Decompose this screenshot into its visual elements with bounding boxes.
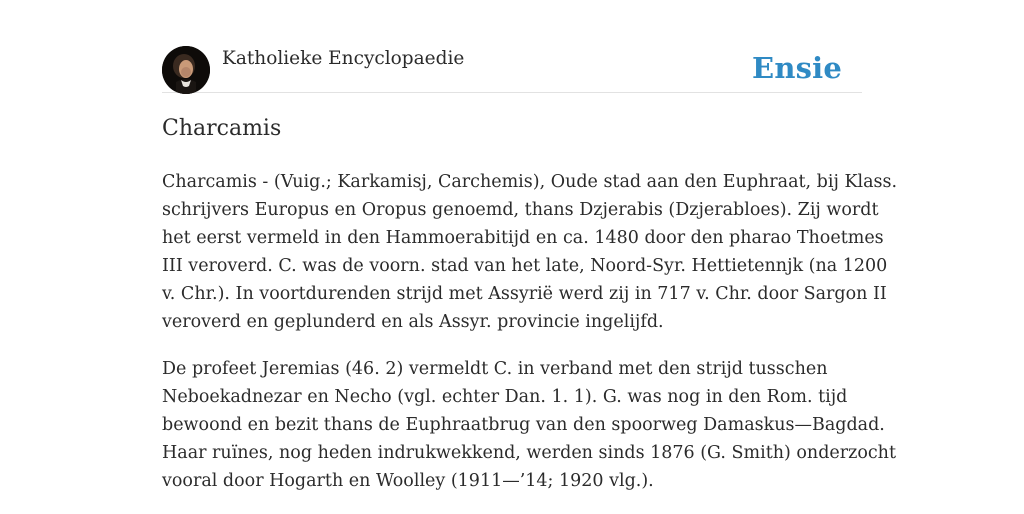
text-line: Neboekadnezar en Necho (vgl. echter Dan. 1. 1). G. was nog in den Rom. tijd xyxy=(162,387,848,407)
text-line: schrijvers Europus en Oropus genoemd, thans Dzjerabis (Dzjerabloes). Zij wordt xyxy=(162,200,879,220)
text-line: Charcamis - (Vuig.; Karkamisj, Carchemis), Oude stad aan den Euphraat, bij Klass. xyxy=(162,172,898,192)
source-name[interactable]: Katholieke Encyclopaedie xyxy=(222,48,465,69)
paragraph xyxy=(162,355,896,495)
text-line: veroverd en geplunderd en als Assyr. provincie ingelijfd. xyxy=(162,312,664,332)
text-line: De profeet Jeremias (46. 2) vermeldt C. in verband met den strijd tusschen xyxy=(162,359,828,379)
text-line: bewoond en bezit thans de Euphraatbrug van den spoorweg Damaskus—Bagdad. xyxy=(162,415,885,435)
article-title: Charcamis xyxy=(162,116,282,141)
text-line: Haar ruïnes, nog heden indrukwekkend, werden sinds 1876 (G. Smith) onderzocht xyxy=(162,443,896,463)
portrait-icon xyxy=(162,46,210,94)
text-line: het eerst vermeld in den Hammoerabitijd en ca. 1480 door den pharao Thoetmes xyxy=(162,228,884,248)
article-body xyxy=(162,168,898,514)
text-line: III veroverd. C. was de voorn. stad van het late, Noord-Syr. Hettietennjk (na 1200 xyxy=(162,256,888,276)
text-line: v. Chr.). In voortdurenden strijd met Assyrië werd zij in 717 v. Chr. door Sargon II xyxy=(162,284,887,304)
site-header xyxy=(162,46,862,93)
portrait-avatar[interactable] xyxy=(162,46,210,94)
brand-logo[interactable]: Ensie xyxy=(752,51,842,85)
text-line: vooral door Hogarth en Woolley (1911—’14; 1920 vlg.). xyxy=(162,471,654,491)
paragraph xyxy=(162,168,898,336)
